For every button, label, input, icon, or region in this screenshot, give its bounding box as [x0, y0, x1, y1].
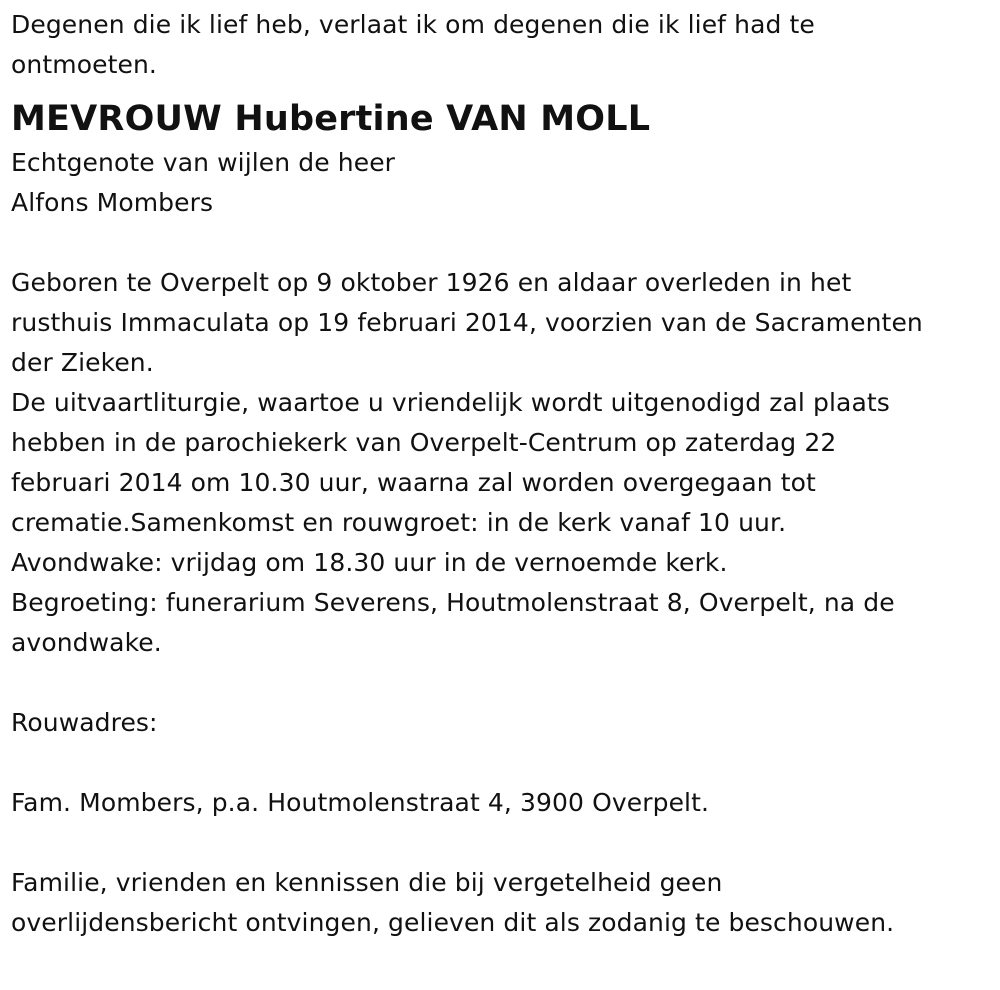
obituary-notice	[11, 5, 986, 943]
details-line: De uitvaartliturgie, waartoe u vriendelijk wordt uitgenodigd zal plaats	[11, 388, 890, 417]
closing-line: overlijdensbericht ontvingen, gelieven dit als zodanig te beschouwen.	[11, 908, 895, 937]
details-line: Avondwake: vrijdag om 18.30 uur in de vernoemde kerk.	[11, 548, 728, 577]
deceased-name: MEVROUW Hubertine VAN MOLL	[11, 99, 651, 139]
spouse-info	[11, 143, 986, 223]
spacer	[11, 663, 986, 703]
details-line: crematie.Samenkomst en rouwgroet: in de kerk vanaf 10 uur.	[11, 508, 787, 537]
closing-paragraph	[11, 863, 986, 943]
details-line: der Zieken.	[11, 348, 154, 377]
mourning-address: Fam. Mombers, p.a. Houtmolenstraat 4, 3900 Overpelt.	[11, 788, 710, 817]
details-line: hebben in de parochiekerk van Overpelt-Centrum op zaterdag 22	[11, 428, 837, 457]
spouse-line: Alfons Mombers	[11, 188, 214, 217]
motto-line: ontmoeten.	[11, 50, 157, 79]
spouse-line: Echtgenote van wijlen de heer	[11, 148, 396, 177]
motto	[11, 5, 986, 85]
closing-line: Familie, vrienden en kennissen die bij vergetelheid geen	[11, 868, 723, 897]
motto-line: Degenen die ik lief heb, verlaat ik om degenen die ik lief had te	[11, 10, 815, 39]
details-line: Begroeting: funerarium Severens, Houtmolenstraat 8, Overpelt, na de	[11, 588, 895, 617]
mourning-address-label: Rouwadres:	[11, 708, 158, 737]
details-line: Geboren te Overpelt op 9 oktober 1926 en aldaar overleden in het	[11, 268, 852, 297]
details-line: rusthuis Immaculata op 19 februari 2014, voorzien van de Sacramenten	[11, 308, 923, 337]
spacer	[11, 223, 986, 263]
details-paragraph	[11, 263, 986, 663]
details-line: avondwake.	[11, 628, 162, 657]
spacer	[11, 823, 986, 863]
details-line: februari 2014 om 10.30 uur, waarna zal worden overgegaan tot	[11, 468, 816, 497]
spacer	[11, 743, 986, 783]
